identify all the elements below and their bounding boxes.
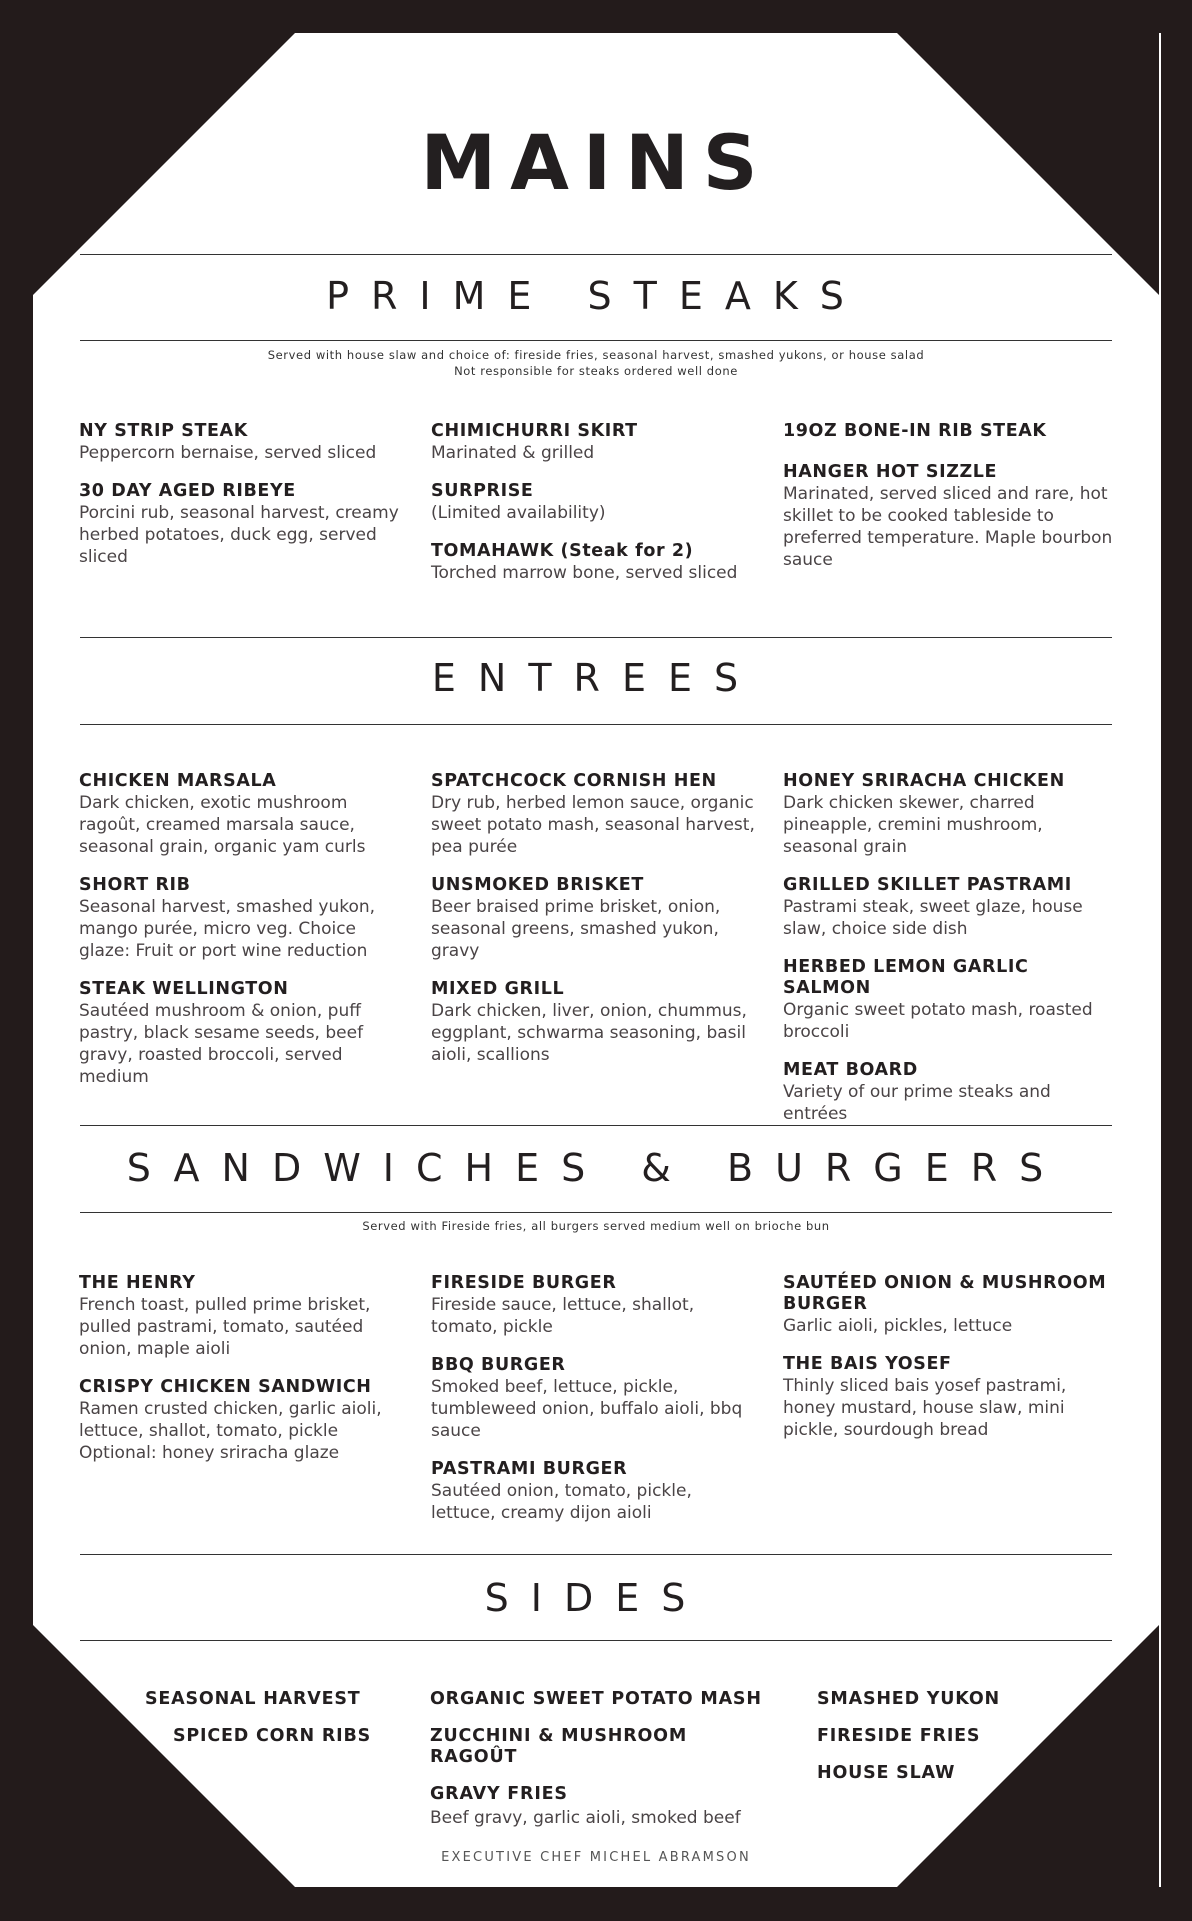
menu-item [783,421,1113,442]
item-desc: Pastrami steak, sweet glaze, house slaw, choice side dish [783,897,1083,939]
sandwiches-col-3 [783,1273,1113,1458]
item-name: CHIMICHURRI SKIRT [431,421,638,441]
entrees-col-3 [783,771,1113,1142]
menu-item [79,1377,409,1464]
side-item: ORGANIC SWEET POTATO MASH [430,1689,762,1709]
item-name: CRISPY CHICKEN SANDWICH [79,1377,372,1397]
side-item: SEASONAL HARVEST [145,1689,361,1709]
section-heading-sides: SIDES [484,1576,708,1620]
panel-edge-line [1159,33,1161,1887]
item-name: SAUTÉED ONION & MUSHROOM BURGER [783,1273,1107,1314]
prime-steaks-col-2 [431,421,761,601]
menu-item [783,1354,1113,1441]
divider [80,340,1112,341]
item-name: UNSMOKED BRISKET [431,875,644,895]
item-name: THE HENRY [79,1273,196,1293]
section-heading-prime-steaks: PRIME STEAKS [326,274,866,318]
prime-steaks-note-1: Served with house slaw and choice of: fireside fries, seasonal harvest, smashed yukons, or house salad [267,348,925,362]
item-name: HANGER HOT SIZZLE [783,462,998,482]
divider [80,1125,1112,1126]
prime-steaks-note-2: Not responsible for steaks ordered well done [454,364,738,378]
menu-item [431,421,761,464]
item-desc: Variety of our prime steaks and entrées [783,1082,1051,1124]
item-name: FIRESIDE BURGER [431,1273,617,1293]
side-item: HOUSE SLAW [817,1763,956,1783]
menu-item [431,541,761,584]
item-desc: Garlic aioli, pickles, lettuce [783,1316,1013,1336]
item-name: TOMAHAWK (Steak for 2) [431,541,694,561]
side-item: ZUCCHINI & MUSHROOM RAGOÛT [430,1726,688,1767]
item-name: NY STRIP STEAK [79,421,248,441]
menu-item [431,1355,761,1442]
item-desc: Seasonal harvest, smashed yukon, mango purée, micro veg. Choice glaze: Fruit or port wine reduction [79,897,376,961]
item-name: HERBED LEMON GARLIC SALMON [783,957,1029,998]
item-desc: Ramen crusted chicken, garlic aioli, lettuce, shallot, tomato, pickle Optional: honey sriracha glaze [79,1399,382,1463]
item-name: HONEY SRIRACHA CHICKEN [783,771,1065,791]
item-name: GRILLED SKILLET PASTRAMI [783,875,1072,895]
item-name: SURPRISE [431,481,534,501]
item-desc: Beer braised prime brisket, onion, seasonal greens, smashed yukon, gravy [431,897,721,961]
item-desc: (Limited availability) [431,503,606,523]
menu-item [79,421,409,464]
section-heading-entrees: ENTREES [431,656,761,700]
item-desc: Sautéed mushroom & onion, puff pastry, black sesame seeds, beef gravy, roasted broccoli, served medium [79,1001,364,1087]
prime-steaks-col-3 [783,421,1113,588]
menu-item [79,481,409,568]
prime-steaks-col-1 [79,421,409,585]
section-heading-sandwiches: SANDWICHES & BURGERS [126,1146,1066,1190]
side-item: SPICED CORN RIBS [173,1726,372,1746]
menu-item [79,875,409,962]
menu-item [79,979,409,1088]
item-desc: Peppercorn bernaise, served sliced [79,443,377,463]
item-desc: Smoked beef, lettuce, pickle, tumbleweed onion, buffalo aioli, bbq sauce [431,1377,743,1441]
menu-item [783,875,1113,940]
menu-item [431,1459,761,1524]
item-desc: Fireside sauce, lettuce, shallot, tomato, pickle [431,1295,695,1337]
menu-item [79,1273,409,1360]
menu-item [783,1273,1113,1337]
divider [80,1554,1112,1555]
item-name: BBQ BURGER [431,1355,566,1375]
item-desc: Dark chicken skewer, charred pineapple, cremini mushroom, seasonal grain [783,793,1043,857]
sides-col-2 [430,1689,770,1829]
item-name: MIXED GRILL [431,979,565,999]
item-name: 30 DAY AGED RIBEYE [79,481,296,501]
item-name: STEAK WELLINGTON [79,979,289,999]
item-name: SHORT RIB [79,875,191,895]
divider [80,1640,1112,1641]
menu-item [431,979,761,1066]
sandwiches-note: Served with Fireside fries, all burgers served medium well on brioche bun [362,1219,830,1233]
entrees-col-1 [79,771,409,1105]
menu-item [783,462,1113,571]
side-item: GRAVY FRIES [430,1784,568,1804]
item-name: CHICKEN MARSALA [79,771,277,791]
divider [80,1212,1112,1213]
menu-item [783,1060,1113,1125]
menu-item [431,1273,761,1338]
menu-item [431,481,761,524]
item-name: PASTRAMI BURGER [431,1459,628,1479]
sides-col-1 [145,1689,385,1763]
item-desc: Marinated, served sliced and rare, hot skillet to be cooked tableside to preferred temperature. Maple bourbon sauce [783,484,1113,570]
page-title: MAINS [420,118,772,207]
menu-item [431,771,761,858]
menu-item [431,875,761,962]
chef-credit: EXECUTIVE CHEF MICHEL ABRAMSON [441,1850,751,1865]
sandwiches-col-2 [431,1273,761,1541]
item-name: 19OZ BONE-IN RIB STEAK [783,421,1047,441]
menu-item [783,957,1113,1043]
side-item: FIRESIDE FRIES [817,1726,981,1746]
item-desc: Torched marrow bone, served sliced [431,563,738,583]
sides-col-3 [817,1689,1057,1800]
item-name: SPATCHCOCK CORNISH HEN [431,771,717,791]
item-desc: French toast, pulled prime brisket, pulled pastrami, tomato, sautéed onion, maple aioli [79,1295,371,1359]
divider [80,724,1112,725]
item-desc: Sautéed onion, tomato, pickle, lettuce, creamy dijon aioli [431,1481,692,1523]
item-desc: Porcini rub, seasonal harvest, creamy herbed potatoes, duck egg, served sliced [79,503,399,567]
item-name: THE BAIS YOSEF [783,1354,952,1374]
item-desc: Dry rub, herbed lemon sauce, organic sweet potato mash, seasonal harvest, pea purée [431,793,755,857]
divider [80,637,1112,638]
entrees-col-2 [431,771,761,1083]
side-item-desc: Beef gravy, garlic aioli, smoked beef [430,1808,741,1828]
sandwiches-col-1 [79,1273,409,1481]
divider [80,254,1112,255]
menu-item [783,771,1113,858]
item-name: MEAT BOARD [783,1060,918,1080]
item-desc: Thinly sliced bais yosef pastrami, honey mustard, house slaw, mini pickle, sourdough bread [783,1376,1067,1440]
side-item: SMASHED YUKON [817,1689,1000,1709]
item-desc: Marinated & grilled [431,443,595,463]
item-desc: Dark chicken, exotic mushroom ragoût, creamed marsala sauce, seasonal grain, organic yam curls [79,793,366,857]
item-desc: Organic sweet potato mash, roasted broccoli [783,1000,1093,1042]
menu-item [79,771,409,858]
item-desc: Dark chicken, liver, onion, chummus, eggplant, schwarma seasoning, basil aioli, scallions [431,1001,747,1065]
